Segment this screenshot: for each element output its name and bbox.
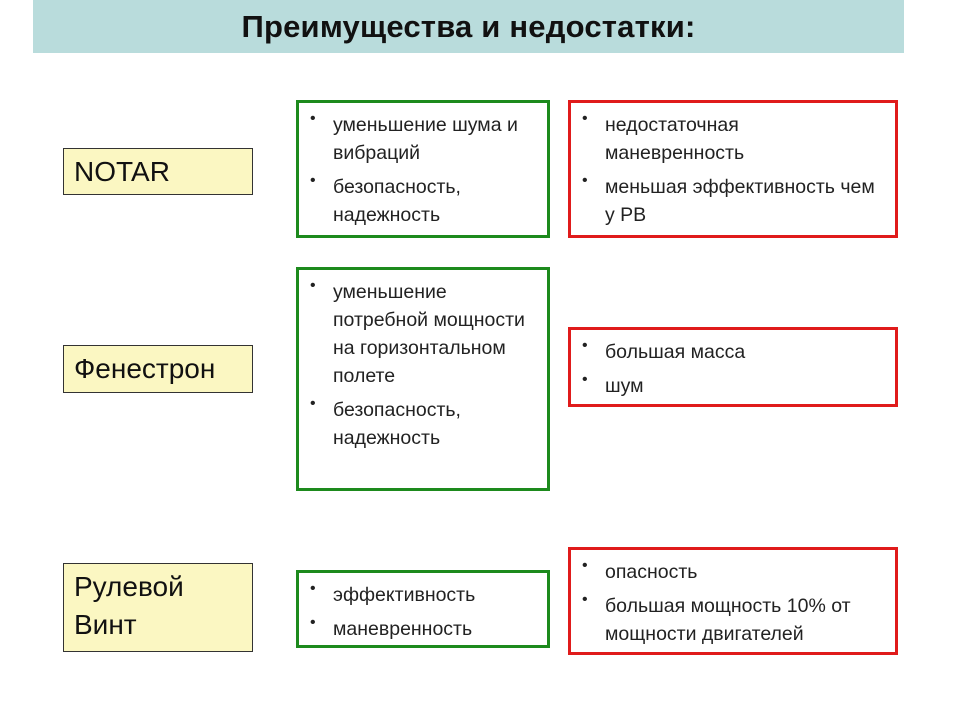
pros-box-tail-rotor [296,570,550,648]
list-item: • безопасность, надежность [307,173,533,229]
pros-box-fenestron [296,267,550,491]
row-label-fenestron: Фенестрон [63,345,253,393]
list-item: • маневренность [307,615,533,643]
cons-box-notar [568,100,898,238]
cons-list [579,338,881,400]
pros-list [307,581,533,643]
list-item: • большая масса [579,338,881,366]
list-item: • опасность [579,558,881,586]
list-item: • безопасность, надежность [307,396,533,452]
cons-box-tail-rotor [568,547,898,655]
title-banner [33,0,904,53]
list-item: • большая мощность 10% от мощности двигателей [579,592,881,648]
list-item: • уменьшение потребной мощности на горизонтальном полете [307,278,533,390]
cons-list [579,111,881,229]
page-title: Преимущества и недостатки: [241,8,696,44]
cons-list [579,558,881,648]
pros-list [307,278,533,452]
pros-box-notar [296,100,550,238]
cons-box-fenestron [568,327,898,407]
list-item: • меньшая эффективность чем у РВ [579,173,881,229]
row-label-tail-rotor: Рулевой Винт [63,563,253,652]
list-item: • шум [579,372,881,400]
list-item: • эффективность [307,581,533,609]
pros-list [307,111,533,229]
list-item: • недостаточная маневренность [579,111,881,167]
row-label-notar: NOTAR [63,148,253,195]
list-item: • уменьшение шума и вибраций [307,111,533,167]
